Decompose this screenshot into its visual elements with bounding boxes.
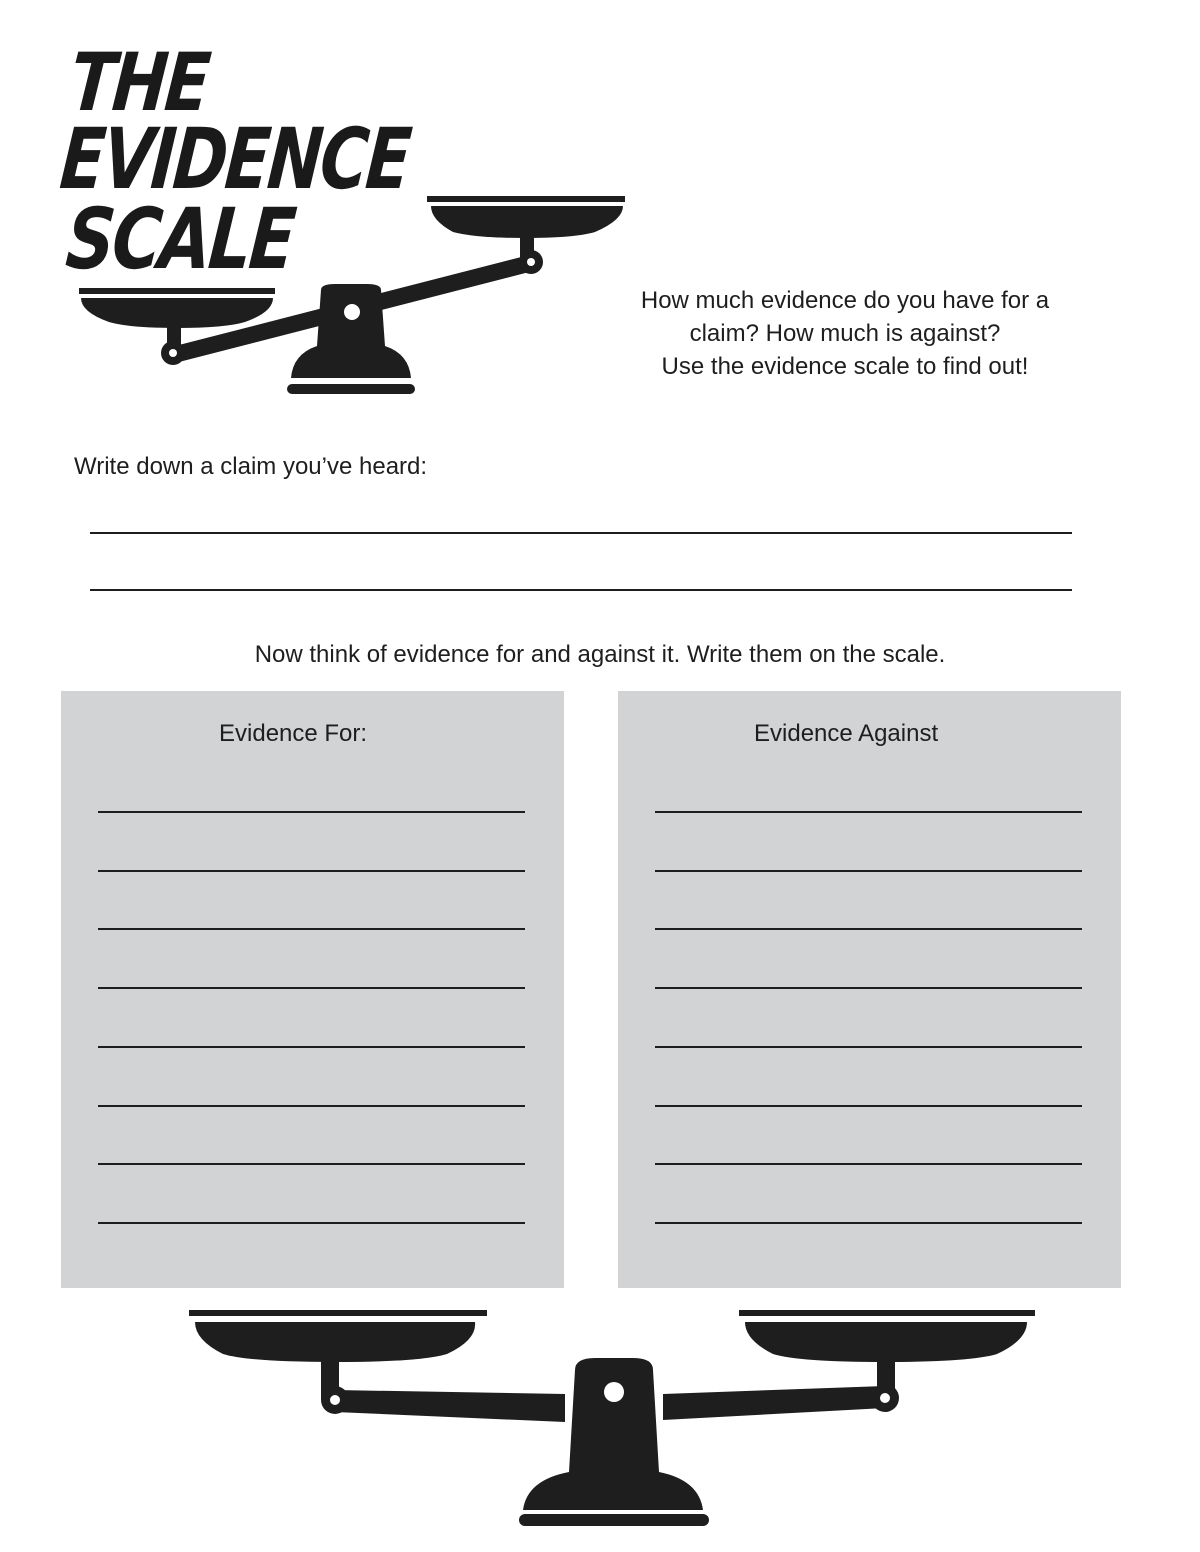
evidence-against-line-8[interactable] [655, 1222, 1082, 1224]
claim-prompt: Write down a claim you’ve heard: [74, 453, 428, 480]
balance-scale-level-icon [185, 1300, 1045, 1530]
evidence-against-line-2[interactable] [655, 870, 1082, 872]
title-line-the: THE [66, 36, 212, 129]
balance-scale-tilted-icon [75, 190, 635, 400]
instruction-text: Now think of evidence for and against it. Write them on the scale. [254, 641, 946, 668]
evidence-against-line-6[interactable] [655, 1105, 1082, 1107]
claim-write-line-1[interactable] [90, 532, 1072, 534]
evidence-for-line-6[interactable] [98, 1105, 525, 1107]
evidence-against-line-7[interactable] [655, 1163, 1082, 1165]
title-line-evidence: EVIDENCE [56, 110, 413, 208]
claim-write-line-2[interactable] [90, 589, 1072, 591]
evidence-for-line-7[interactable] [98, 1163, 525, 1165]
evidence-against-line-3[interactable] [655, 928, 1082, 930]
title-line-scale: SCALE [62, 190, 298, 288]
evidence-against-line-1[interactable] [655, 811, 1082, 813]
evidence-for-line-1[interactable] [98, 811, 525, 813]
evidence-against-heading: Evidence Against [754, 720, 939, 747]
evidence-for-line-4[interactable] [98, 987, 525, 989]
evidence-for-line-3[interactable] [98, 928, 525, 930]
intro-text [590, 284, 1100, 383]
intro-line-3: Use the evidence scale to find out! [661, 353, 1029, 380]
evidence-for-panel [61, 691, 564, 1288]
evidence-against-panel [618, 691, 1121, 1288]
evidence-against-line-5[interactable] [655, 1046, 1082, 1048]
evidence-against-line-4[interactable] [655, 987, 1082, 989]
evidence-for-heading: Evidence For: [219, 720, 368, 747]
evidence-for-line-5[interactable] [98, 1046, 525, 1048]
intro-line-2: claim? How much is against? [689, 320, 1001, 347]
intro-line-1: How much evidence do you have for a [640, 287, 1050, 314]
evidence-for-line-2[interactable] [98, 870, 525, 872]
evidence-for-line-8[interactable] [98, 1222, 525, 1224]
